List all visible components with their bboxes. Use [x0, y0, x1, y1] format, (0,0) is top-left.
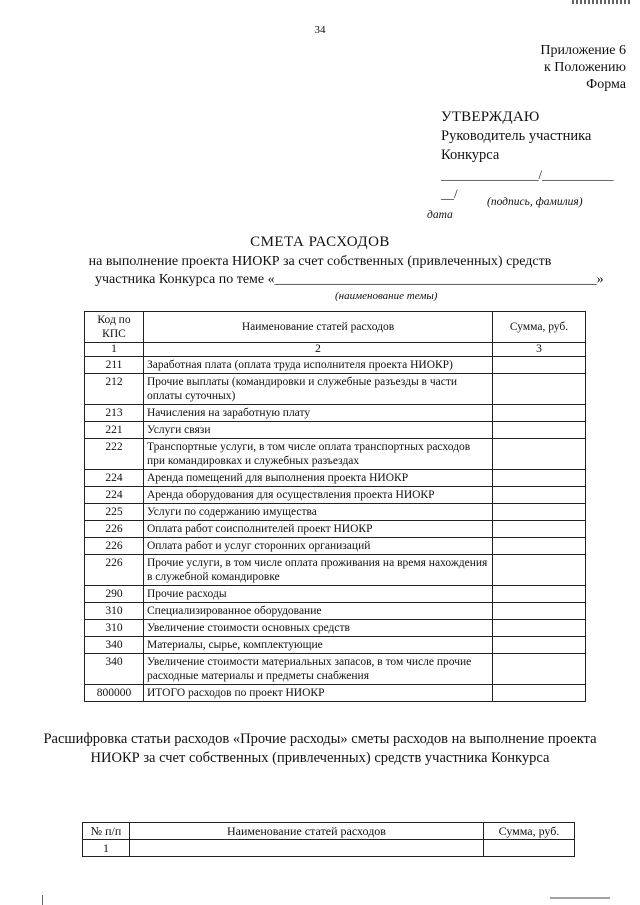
estimate-row: [85, 374, 586, 405]
dec-header-num: № п/п: [83, 823, 130, 840]
row-name: Оплата работ и услуг сторонних организаций: [144, 538, 493, 555]
col-number-3: 3: [493, 343, 586, 357]
row-sum-cell[interactable]: [493, 637, 586, 654]
estimate-row: [85, 603, 586, 620]
row-sum-cell[interactable]: [493, 555, 586, 586]
approval-block: [441, 108, 614, 203]
appendix-line-1: Приложение 6: [540, 43, 626, 58]
header-sum: Сумма, руб.: [493, 312, 586, 343]
row-sum-cell[interactable]: [493, 422, 586, 439]
row-name: Услуги по содержанию имущества: [144, 504, 493, 521]
row-code: 221: [85, 422, 144, 439]
row-name: ИТОГО расходов по проект НИОКР: [144, 685, 493, 702]
row-code: 222: [85, 439, 144, 470]
scan-artifact-bottom: [550, 897, 610, 899]
row-code: 340: [85, 637, 144, 654]
row-code: 226: [85, 538, 144, 555]
row-sum-cell[interactable]: [493, 374, 586, 405]
header-name: Наименование статей расходов: [144, 312, 493, 343]
row-code: 224: [85, 487, 144, 504]
row-sum-cell[interactable]: [493, 439, 586, 470]
estimate-row: [85, 620, 586, 637]
appendix-header: [540, 42, 626, 93]
row-code: 310: [85, 620, 144, 637]
row-name: Прочие расходы: [144, 586, 493, 603]
estimate-subtitle-2[interactable]: участника Конкурса по теме «______________________________________________»: [95, 272, 604, 287]
dec-header-sum: Сумма, руб.: [484, 823, 575, 840]
estimate-row: [85, 504, 586, 521]
estimate-subtitle-1: на выполнение проекта НИОКР за счет собственных (привлеченных) средств: [88, 254, 552, 269]
scan-artifact-top: [572, 0, 632, 4]
estimate-row: [85, 357, 586, 374]
appendix-line-3: Форма: [586, 77, 626, 92]
estimate-row: [85, 422, 586, 439]
row-name: Услуги связи: [144, 422, 493, 439]
row-code: 212: [85, 374, 144, 405]
row-code: 290: [85, 586, 144, 603]
date-caption: дата: [427, 209, 453, 221]
row-name: Аренда оборудования для осуществления проекта НИОКР: [144, 487, 493, 504]
decoding-table-header: [83, 823, 575, 840]
row-name: Увеличение стоимости основных средств: [144, 620, 493, 637]
estimate-table-header: [85, 312, 586, 343]
row-name: Прочие услуги, в том числе оплата проживания на время нахождения в служебной командировке: [144, 555, 493, 586]
row-code: 225: [85, 504, 144, 521]
row-name: Прочие выплаты (командировки и служебные разъезды в части оплаты суточных): [144, 374, 493, 405]
row-sum-cell[interactable]: [493, 538, 586, 555]
col-number-1: 1: [85, 343, 144, 357]
signature-caption: (подпись, фамилия): [487, 196, 583, 208]
row-name: Заработная плата (оплата труда исполнителя проекта НИОКР): [144, 357, 493, 374]
decoding-title: Расшифровка статьи расходов «Прочие расходы» сметы расходов на выполнение проекта НИОКР за счет собственных (привлеченных) средств участника Конкурса: [43, 731, 597, 766]
approval-line-2: Конкурса: [441, 147, 500, 163]
column-number-row: [85, 343, 586, 357]
row-code: 226: [85, 555, 144, 586]
estimate-row: [85, 637, 586, 654]
appendix-line-2: к Положению: [543, 60, 626, 75]
row-code: 226: [85, 521, 144, 538]
row-code: 211: [85, 357, 144, 374]
scan-artifact-left: [42, 895, 43, 905]
estimate-row: [85, 538, 586, 555]
row-sum-cell[interactable]: [493, 470, 586, 487]
estimate-table: [84, 311, 586, 702]
row-name: Аренда помещений для выполнения проекта НИОКР: [144, 470, 493, 487]
row-sum-cell[interactable]: [493, 603, 586, 620]
row-sum-cell[interactable]: [493, 405, 586, 422]
row-sum-cell[interactable]: [493, 685, 586, 702]
estimate-row: [85, 555, 586, 586]
row-code: 213: [85, 405, 144, 422]
estimate-row: [85, 586, 586, 603]
row-sum-cell[interactable]: [493, 586, 586, 603]
estimate-title: СМЕТА РАСХОДОВ: [250, 234, 390, 250]
decoding-row: [83, 840, 575, 857]
row-name: Транспортные услуги, в том числе оплата транспортных расходов при командировках и служебных разъездах: [144, 439, 493, 470]
row-code: 310: [85, 603, 144, 620]
col-number-2: 2: [144, 343, 493, 357]
row-name: Материалы, сырье, комплектующие: [144, 637, 493, 654]
row-code: 800000: [85, 685, 144, 702]
dec-row-name[interactable]: [130, 840, 484, 857]
row-name: Увеличение стоимости материальных запасов, в том числе прочие расходные материалы и предметы снабжения: [144, 654, 493, 685]
approval-heading: УТВЕРЖДАЮ: [441, 109, 540, 125]
dec-row-sum[interactable]: [484, 840, 575, 857]
row-code: 224: [85, 470, 144, 487]
signature-line[interactable]: _______________/___________: [441, 167, 614, 182]
estimate-row: [85, 439, 586, 470]
estimate-row: [85, 487, 586, 504]
row-name: Начисления на заработную плату: [144, 405, 493, 422]
page-number: 34: [314, 24, 326, 36]
row-sum-cell[interactable]: [493, 654, 586, 685]
row-sum-cell[interactable]: [493, 504, 586, 521]
estimate-row: [85, 470, 586, 487]
row-name: Оплата работ соисполнителей проект НИОКР: [144, 521, 493, 538]
estimate-row: [85, 654, 586, 685]
approval-line-1: Руководитель участника: [441, 128, 592, 144]
row-sum-cell[interactable]: [493, 357, 586, 374]
row-code: 340: [85, 654, 144, 685]
dec-row-num: 1: [83, 840, 130, 857]
estimate-row: [85, 685, 586, 702]
header-code: Код по КПС: [85, 312, 144, 343]
row-sum-cell[interactable]: [493, 487, 586, 504]
theme-caption: (наименование темы): [335, 290, 438, 302]
estimate-row: [85, 521, 586, 538]
estimate-row: [85, 405, 586, 422]
decoding-table: [82, 822, 575, 857]
dec-header-name: Наименование статей расходов: [130, 823, 484, 840]
row-sum-cell[interactable]: [493, 620, 586, 637]
date-line[interactable]: __/: [441, 186, 458, 201]
row-name: Специализированное оборудование: [144, 603, 493, 620]
row-sum-cell[interactable]: [493, 521, 586, 538]
